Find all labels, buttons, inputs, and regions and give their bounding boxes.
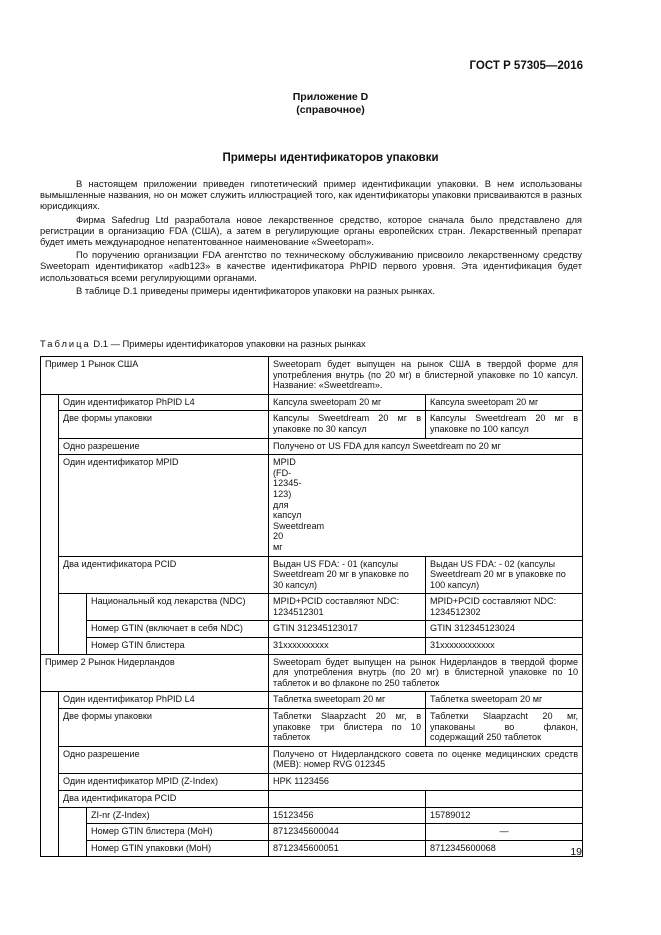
table-row <box>41 621 583 638</box>
cell: MPID (FD-12345-123) для капсул Sweetdream 20 мг <box>269 455 583 556</box>
cell: GTIN 312345123017 <box>269 621 426 638</box>
table-row <box>41 709 583 747</box>
row-label: Один идентификатор PhPID L4 <box>59 692 269 709</box>
paragraph: В настоящем приложении приведен гипотетический пример идентификации упаковки. В нем использованы вымышленные названия, но он может служить иллюстрацией того, как идентификаторы упаковки присваиваются в разных юрисдикциях. <box>40 178 582 212</box>
table-row <box>41 357 583 395</box>
table-row <box>41 594 583 621</box>
row-label: Одно разрешение <box>59 746 269 773</box>
cell: 8712345600051 <box>269 840 426 857</box>
table-row <box>41 746 583 773</box>
table-row <box>41 556 583 594</box>
row-label: Один идентификатор MPID <box>59 455 269 556</box>
row-label: Две формы упаковки <box>59 411 269 438</box>
table-row <box>41 638 583 655</box>
example-2-description: Sweetopam будет выпущен на рынок Нидерландов в твердой форме для употребления внутрь (по 20 мг) в блистерной упаковке по 10 таблеток и во флаконе по 250 таблеток <box>269 654 583 692</box>
cell: 8712345600044 <box>269 824 426 841</box>
cell: Таблетка sweetopam 20 мг <box>426 692 583 709</box>
table-caption <box>40 338 366 349</box>
cell: Капсулы Sweetdream 20 мг в упаковке по 30 капсул <box>269 411 426 438</box>
table-caption-prefix: Таблица <box>40 338 91 349</box>
row-label: Номер GTIN блистера (MoH) <box>87 824 269 841</box>
row-label: Номер GTIN упаковки (MoH) <box>87 840 269 857</box>
table-row <box>41 411 583 438</box>
cell: HPK 1123456 <box>269 774 583 791</box>
row-label: Национальный код лекарства (NDC) <box>87 594 269 621</box>
cell: Капсула sweetopam 20 мг <box>426 394 583 411</box>
cell: 31xxxxxxxxxx <box>269 638 426 655</box>
cell: Получено от US FDA для капсул Sweetdream по 20 мг <box>269 438 583 455</box>
cell: Выдан US FDA: - 02 (капсулы Sweetdream 20 мг в упаковке по 100 капсул) <box>426 556 583 594</box>
cell: 15123456 <box>269 807 426 824</box>
body-text <box>40 178 582 298</box>
cell <box>269 790 426 807</box>
package-identifiers-table <box>40 356 583 857</box>
table-row <box>41 654 583 692</box>
row-label: Один идентификатор PhPID L4 <box>59 394 269 411</box>
section-title: Примеры идентификаторов упаковки <box>222 152 439 164</box>
table-row <box>41 824 583 841</box>
cell: Таблетки Slaapzacht 20 мг, упакованы во флакон, содержащий 250 таблеток <box>426 709 583 747</box>
table-row <box>41 790 583 807</box>
paragraph: В таблице D.1 приведены примеры идентификаторов упаковки на разных рынках. <box>76 284 435 296</box>
row-label: Два идентификатора PCID <box>59 556 269 594</box>
row-label: Номер GTIN (включает в себя NDC) <box>87 621 269 638</box>
table-caption-text: D.1 — Примеры идентификаторов упаковки на разных рынках <box>90 338 366 349</box>
example-1-description: Sweetopam будет выпущен на рынок США в твердой форме для употребления внутрь (по 20 мг) в блистерной упаковке по 10 капсул. Название: «Sweetdream». <box>269 357 583 395</box>
row-label: Одно разрешение <box>59 438 269 455</box>
cell: Выдан US FDA: - 01 (капсулы Sweetdream 20 мг в упаковке по 30 капсул) <box>269 556 426 594</box>
cell <box>426 790 583 807</box>
cell: Таблетка sweetopam 20 мг <box>269 692 426 709</box>
row-label: Номер GTIN блистера <box>87 638 269 655</box>
cell: Таблетки Slaapzacht 20 мг, в упаковке три блистера по 10 таблеток <box>269 709 426 747</box>
table-row <box>41 438 583 455</box>
cell: Капсулы Sweetdream 20 мг в упаковке по 100 капсул <box>426 411 583 438</box>
appendix-note: (справочное) <box>296 104 365 116</box>
row-label: Два идентификатора PCID <box>59 790 269 807</box>
cell: GTIN 312345123024 <box>426 621 583 638</box>
cell: MPID+PCID составляют NDC: 1234512301 <box>269 594 426 621</box>
table-row <box>41 840 583 857</box>
table-row <box>41 807 583 824</box>
table-row <box>41 692 583 709</box>
cell: MPID+PCID составляют NDC: 1234512302 <box>426 594 583 621</box>
paragraph: По поручению организации FDA агентство по техническому обслуживанию присвоило лекарственному средству Sweetopam идентификатор «adb123» в качестве идентификатора PhPID первого уровня. Эта идентификация будет использоваться всеми регулирующими органами. <box>40 249 582 283</box>
cell: Получено от Нидерландского совета по оценке медицинских средств (MEB): номер RVG 012345 <box>269 746 583 773</box>
standard-header: ГОСТ Р 57305—2016 <box>469 60 583 72</box>
table-row <box>41 394 583 411</box>
example-2-title: Пример 2 Рынок Нидерландов <box>41 654 269 692</box>
row-label: ZI-nr (Z-Index) <box>87 807 269 824</box>
cell: — <box>426 824 583 841</box>
example-1-title: Пример 1 Рынок США <box>41 357 269 395</box>
paragraph: Фирма Safedrug Ltd разработала новое лекарственное средство, которое сначала было представлено для регистрации в организацию FDA (США), а затем в регулирующие органы европейских стран. Лекарственный препарат будет иметь международное непатентованное наименование «Sweetopam». <box>40 213 582 248</box>
row-label: Две формы упаковки <box>59 709 269 747</box>
table-row <box>41 774 583 791</box>
appendix-title: Приложение D <box>292 91 369 103</box>
row-label: Один идентификатор MPID (Z-Index) <box>59 774 269 791</box>
page-number: 19 <box>570 846 582 858</box>
cell: 8712345600068 <box>426 840 583 857</box>
cell: 31xxxxxxxxxxxx <box>426 638 583 655</box>
table-row <box>41 455 583 556</box>
cell: Капсула sweetopam 20 мг <box>269 394 426 411</box>
cell: 15789012 <box>426 807 583 824</box>
